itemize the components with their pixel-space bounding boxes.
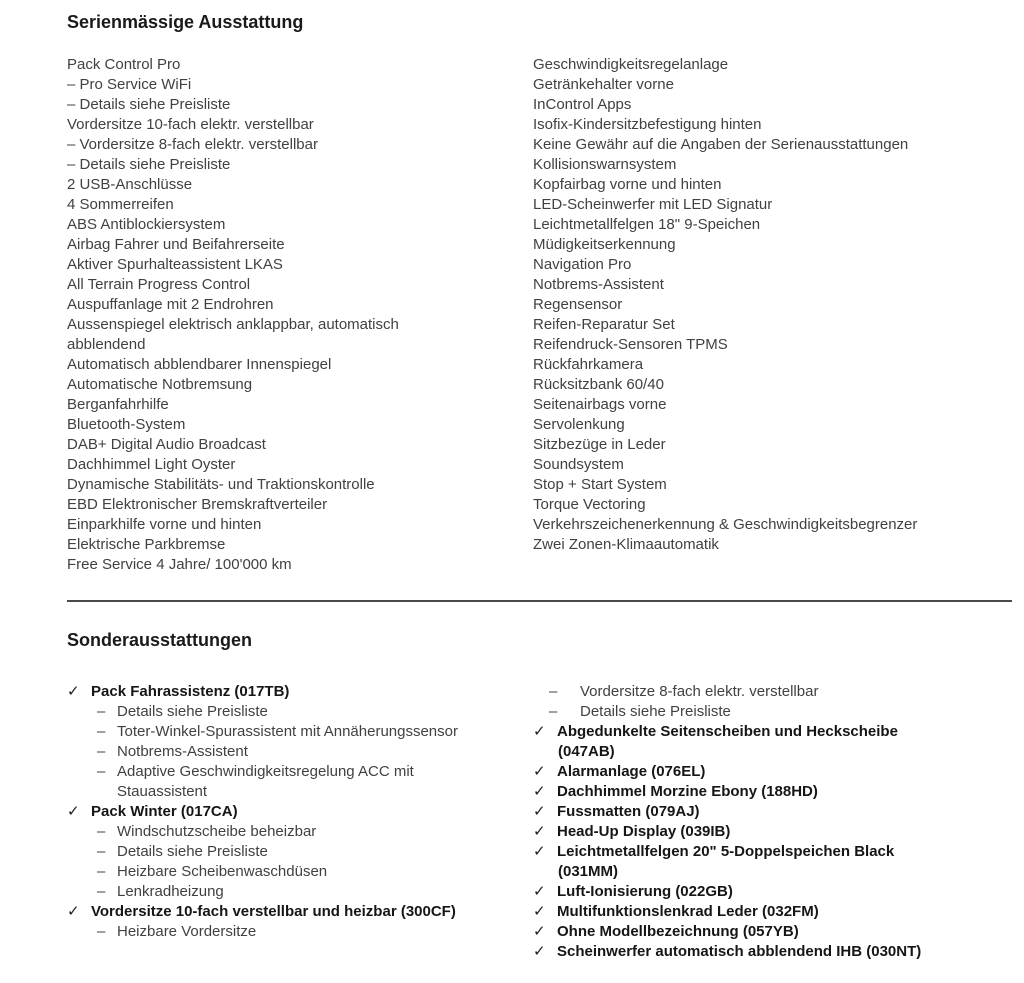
checkmark-icon: ✓ (533, 783, 546, 800)
checkmark-icon: ✓ (533, 723, 546, 740)
dash-bullet: – (97, 703, 106, 720)
option-label: Details siehe Preisliste (117, 843, 268, 860)
equipment-item: Soundsystem (533, 456, 624, 473)
option-item (533, 942, 1012, 962)
checkmark-icon: ✓ (533, 763, 546, 780)
standard-columns (67, 55, 1012, 575)
option-subitem (67, 922, 533, 942)
equipment-item: Automatisch abblendbarer Innenspiegel (67, 356, 332, 373)
option-subitem (67, 882, 533, 902)
equipment-item: Rücksitzbank 60/40 (533, 376, 664, 393)
equipment-item: Zwei Zonen-Klimaautomatik (533, 536, 719, 553)
option-subitem (67, 762, 533, 782)
equipment-item: Geschwindigkeitsregelanlage (533, 56, 729, 73)
equipment-item: LED-Scheinwerfer mit LED Signatur (533, 196, 773, 213)
equipment-item: Bluetooth-System (67, 416, 186, 433)
checkmark-icon: ✓ (67, 803, 80, 820)
option-label: (047AB) (558, 743, 615, 760)
dash-bullet: – (97, 883, 106, 900)
checkmark-icon: ✓ (67, 903, 80, 920)
option-label: Ohne Modellbezeichnung (057YB) (557, 923, 799, 940)
option-subitem (67, 702, 533, 722)
option-item (67, 682, 533, 702)
dash-bullet: – (97, 723, 106, 740)
equipment-item: – Details siehe Preisliste (67, 96, 231, 113)
equipment-item: Berganfahrhilfe (67, 396, 169, 413)
option-subitem (67, 842, 533, 862)
equipment-item: Müdigkeitserkennung (533, 236, 676, 253)
equipment-item: – Pro Service WiFi (67, 76, 192, 93)
option-label: Notbrems-Assistent (117, 743, 248, 760)
option-subitem (533, 702, 1012, 722)
equipment-item: Seitenairbags vorne (533, 396, 667, 413)
option-item (533, 822, 1012, 842)
dash-bullet: – (97, 763, 106, 780)
equipment-item: Servolenkung (533, 416, 625, 433)
dash-bullet: – (97, 743, 106, 760)
equipment-item: Torque Vectoring (533, 496, 646, 513)
option-label: Alarmanlage (076EL) (557, 763, 706, 780)
option-item (533, 802, 1012, 822)
equipment-item: Aussenspiegel elektrisch anklappbar, automatisch (67, 316, 399, 333)
equipment-item: – Vordersitze 8-fach elektr. verstellbar (67, 136, 318, 153)
equipment-item: Leichtmetallfelgen 18" 9-Speichen (533, 216, 761, 233)
option-item (533, 722, 1012, 742)
option-label: Vordersitze 8-fach elektr. verstellbar (580, 683, 819, 700)
options-left-column (67, 682, 533, 962)
option-label: Scheinwerfer automatisch abblendend IHB (030NT) (557, 943, 922, 960)
option-label: Luft-Ionisierung (022GB) (557, 883, 733, 900)
option-label: Leichtmetallfelgen 20" 5-Doppelspeichen Black (557, 843, 895, 860)
equipment-item: All Terrain Progress Control (67, 276, 251, 293)
equipment-item: Rückfahrkamera (533, 356, 644, 373)
equipment-item: Auspuffanlage mit 2 Endrohren (67, 296, 274, 313)
option-item (67, 802, 533, 822)
section-divider (67, 600, 1012, 602)
option-label: Adaptive Geschwindigkeitsregelung ACC mit (117, 763, 414, 780)
equipment-item: Airbag Fahrer und Beifahrerseite (67, 236, 285, 253)
option-label: Toter-Winkel-Spurassistent mit Annäherungssensor (117, 723, 458, 740)
equipment-item: Kollisionswarnsystem (533, 156, 677, 173)
dash-bullet: – (97, 863, 106, 880)
options-right-column (533, 682, 1012, 962)
dash-bullet: – (549, 683, 558, 700)
option-subitem-continuation (67, 782, 533, 802)
equipment-item: Aktiver Spurhalteassistent LKAS (67, 256, 283, 273)
option-label: Lenkradheizung (117, 883, 224, 900)
equipment-item: 2 USB-Anschlüsse (67, 176, 193, 193)
checkmark-icon: ✓ (67, 683, 80, 700)
option-label: Windschutzscheibe beheizbar (117, 823, 317, 840)
option-subitem (533, 682, 1012, 702)
option-label: Pack Winter (017CA) (91, 803, 238, 820)
standard-left-column (67, 55, 533, 575)
equipment-item: Pack Control Pro (67, 56, 181, 73)
equipment-item: Regensensor (533, 296, 623, 313)
equipment-item: ABS Antiblockiersystem (67, 216, 226, 233)
option-subitem (67, 722, 533, 742)
equipment-item: Isofix-Kindersitzbefestigung hinten (533, 116, 762, 133)
option-label: Vordersitze 10-fach verstellbar und heizbar (300CF) (91, 903, 456, 920)
checkmark-icon: ✓ (533, 923, 546, 940)
equipment-item: Free Service 4 Jahre/ 100'000 km (67, 556, 292, 573)
option-subitem (67, 822, 533, 842)
equipment-item: EBD Elektronischer Bremskraftverteiler (67, 496, 328, 513)
equipment-item: Dynamische Stabilitäts- und Traktionskontrolle (67, 476, 375, 493)
option-label: Abgedunkelte Seitenscheiben und Heckscheibe (557, 723, 898, 740)
checkmark-icon: ✓ (533, 903, 546, 920)
equipment-item: Verkehrszeichenerkennung & Geschwindigkeitsbegrenzer (533, 516, 918, 533)
equipment-item: abblendend (67, 336, 146, 353)
option-item (533, 882, 1012, 902)
option-label: Fussmatten (079AJ) (557, 803, 700, 820)
option-label: Details siehe Preisliste (117, 703, 268, 720)
equipment-item: Getränkehalter vorne (533, 76, 674, 93)
dash-bullet: – (97, 843, 106, 860)
checkmark-icon: ✓ (533, 843, 546, 860)
optional-equipment-section (67, 628, 1012, 962)
option-item (533, 922, 1012, 942)
checkmark-icon: ✓ (533, 883, 546, 900)
option-item (533, 782, 1012, 802)
standard-equipment-section (67, 10, 1012, 575)
option-subitem (67, 862, 533, 882)
option-item (533, 842, 1012, 862)
option-item (533, 902, 1012, 922)
equipment-item: Notbrems-Assistent (533, 276, 664, 293)
equipment-item: Stop + Start System (533, 476, 667, 493)
options-section-title: Sonderausstattungen (67, 630, 253, 650)
options-columns (67, 682, 1012, 962)
option-label: Dachhimmel Morzine Ebony (188HD) (557, 783, 818, 800)
option-item-continuation (533, 742, 1012, 762)
option-item-continuation (533, 862, 1012, 882)
equipment-item: DAB+ Digital Audio Broadcast (67, 436, 266, 453)
option-label: Head-Up Display (039IB) (557, 823, 731, 840)
option-label: Pack Fahrassistenz (017TB) (91, 683, 290, 700)
equipment-item: InControl Apps (533, 96, 632, 113)
checkmark-icon: ✓ (533, 823, 546, 840)
checkmark-icon: ✓ (533, 943, 546, 960)
equipment-item: Reifen-Reparatur Set (533, 316, 675, 333)
equipment-item: Dachhimmel Light Oyster (67, 456, 236, 473)
equipment-item: – Details siehe Preisliste (67, 156, 231, 173)
dash-bullet: – (549, 703, 558, 720)
equipment-item: Automatische Notbremsung (67, 376, 253, 393)
checkmark-icon: ✓ (533, 803, 546, 820)
dash-bullet: – (97, 823, 106, 840)
option-label: Details siehe Preisliste (580, 703, 731, 720)
standard-section-title: Serienmässige Ausstattung (67, 12, 304, 32)
option-subitem (67, 742, 533, 762)
equipment-item: Einparkhilfe vorne und hinten (67, 516, 262, 533)
equipment-item: Elektrische Parkbremse (67, 536, 226, 553)
option-label: Stauassistent (117, 783, 208, 800)
option-label: (031MM) (558, 863, 619, 880)
equipment-item: Vordersitze 10-fach elektr. verstellbar (67, 116, 314, 133)
equipment-item: Reifendruck-Sensoren TPMS (533, 336, 728, 353)
equipment-item: Sitzbezüge in Leder (533, 436, 666, 453)
equipment-item: Kopfairbag vorne und hinten (533, 176, 722, 193)
option-item (67, 902, 533, 922)
option-label: Multifunktionslenkrad Leder (032FM) (557, 903, 819, 920)
option-item (533, 762, 1012, 782)
option-label: Heizbare Scheibenwaschdüsen (117, 863, 328, 880)
equipment-item: 4 Sommerreifen (67, 196, 174, 213)
equipment-item: Keine Gewähr auf die Angaben der Serienausstattungen (533, 136, 909, 153)
standard-right-column (533, 55, 1012, 575)
dash-bullet: – (97, 923, 106, 940)
option-label: Heizbare Vordersitze (117, 923, 257, 940)
equipment-item: Navigation Pro (533, 256, 632, 273)
